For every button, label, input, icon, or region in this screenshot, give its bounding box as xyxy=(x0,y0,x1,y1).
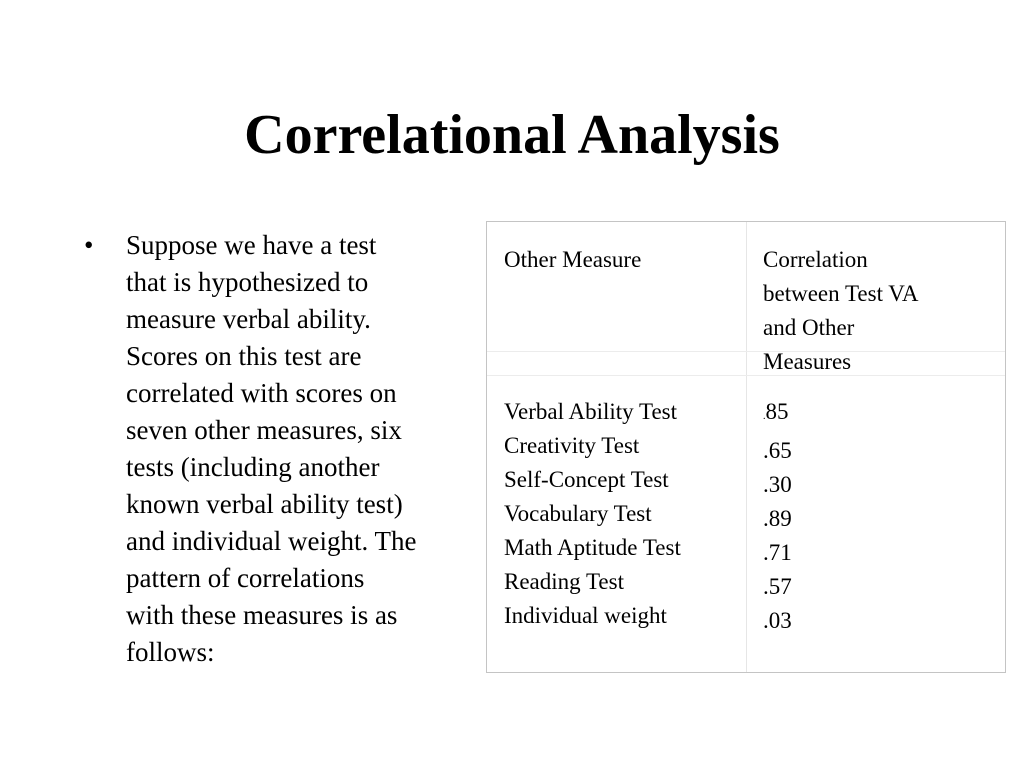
header-correlation: Correlation between Test VA and Other Measures xyxy=(763,247,919,374)
slide-title: Correlational Analysis xyxy=(244,104,780,166)
correlations-list xyxy=(763,395,792,638)
correlation-value: .30 xyxy=(763,472,792,497)
correlation-value: .89 xyxy=(763,506,792,531)
bullet-text: Suppose we have a test that is hypothesized to measure verbal ability. Scores on this test are correlated with scores on seven other measures, six tests (including another known verbal ability test) and individual weight. The pattern of correlations with these measures is as follows: xyxy=(126,230,417,667)
measure-item: Individual weight xyxy=(504,603,667,628)
measure-item: Math Aptitude Test xyxy=(504,535,681,560)
measures-list xyxy=(504,395,681,633)
header-other-measure: Other Measure xyxy=(504,247,642,272)
correlation-digits: 85 xyxy=(765,399,789,424)
correlation-value xyxy=(763,395,792,434)
measure-item: Vocabulary Test xyxy=(504,501,652,526)
correlation-decimal-point: . xyxy=(763,411,766,422)
bullet-marker: • xyxy=(84,230,94,260)
correlation-value: .65 xyxy=(763,438,792,463)
correlation-value: .03 xyxy=(763,608,792,633)
measure-item: Verbal Ability Test xyxy=(504,399,678,424)
correlation-table xyxy=(486,221,1006,673)
correlation-value: .57 xyxy=(763,574,792,599)
measure-item: Reading Test xyxy=(504,569,624,594)
measure-item: Creativity Test xyxy=(504,433,640,458)
column-divider xyxy=(746,222,747,672)
measure-item: Self-Concept Test xyxy=(504,467,669,492)
correlation-value: .71 xyxy=(763,540,792,565)
